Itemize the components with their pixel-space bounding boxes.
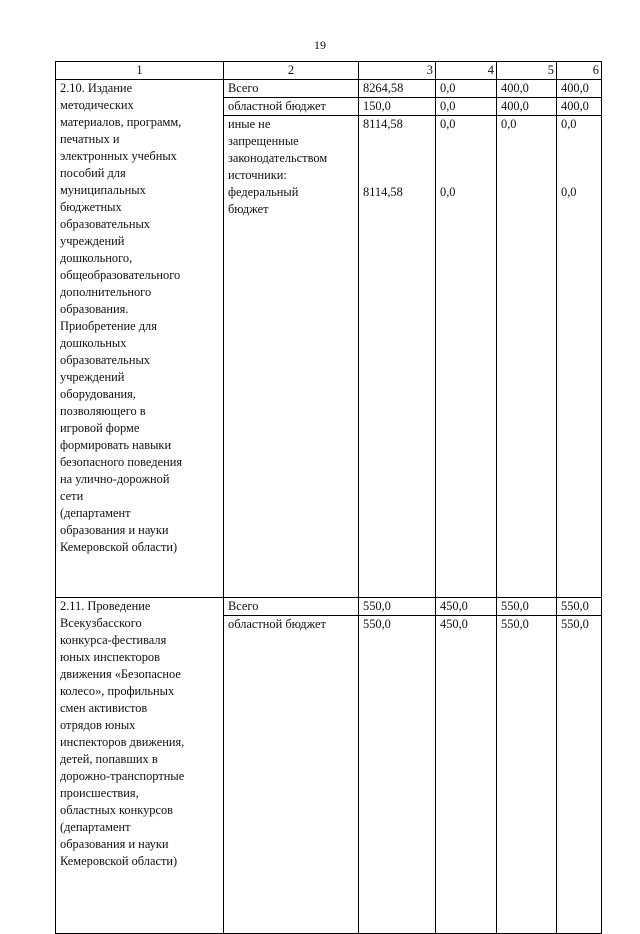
value-cell-group bbox=[359, 116, 436, 598]
header-cell-2: 2 bbox=[224, 62, 359, 80]
value-cell: 0,0 bbox=[501, 117, 517, 131]
header-cell-3: 3 bbox=[359, 62, 436, 80]
value-cell: 0,0 bbox=[436, 98, 497, 116]
value-cell: 400,0 bbox=[497, 80, 557, 98]
source-total: Всего bbox=[224, 598, 359, 616]
value-cell: 150,0 bbox=[359, 98, 436, 116]
source-other-group bbox=[224, 116, 359, 598]
value-cell: 0,0 bbox=[561, 117, 577, 131]
value-cell: 400,0 bbox=[557, 98, 602, 116]
table-header-row bbox=[56, 62, 602, 80]
value-cell-group bbox=[497, 116, 557, 598]
measure-title: 2.11. Проведение Всекузбасского конкурса-фестиваля юных инспекторов движения «Безопасное колесо», профильных смен активистов отрядов юных инспекторов движения, детей, попавших в дорожно-транспортные происшествия, областных конкурсов (департамент образования и науки Кемеровской области) bbox=[56, 598, 224, 934]
value-cell: 550,0 bbox=[497, 598, 557, 616]
table-row bbox=[56, 598, 602, 616]
source-regional: областной бюджет bbox=[224, 616, 359, 934]
value-cell: 400,0 bbox=[497, 98, 557, 116]
value-cell: 400,0 bbox=[557, 80, 602, 98]
header-cell-6: 6 bbox=[557, 62, 602, 80]
budget-table bbox=[55, 61, 602, 934]
value-cell: 0,0 bbox=[440, 117, 456, 131]
value-cell: 0,0 bbox=[561, 185, 577, 199]
header-cell-1: 1 bbox=[56, 62, 224, 80]
source-other: иные не запрещенные законодательством источники: bbox=[228, 117, 328, 182]
value-cell: 550,0 bbox=[557, 598, 602, 616]
measure-title: 2.10. Издание методических материалов, программ, печатных и электронных учебных пособий для муниципальных бюджетных образовательных учреждений дошкольного, общеобразовательного дополнительного образования. Приобретение для дошкольных образовательных учреждений оборудования, позволяющего в игровой форме формировать навыки безопасного поведения на улично-дорожной сети (департамент образования и науки Кемеровской области) bbox=[56, 80, 224, 598]
source-regional: областной бюджет bbox=[224, 98, 359, 116]
value-cell: 550,0 bbox=[557, 616, 602, 934]
value-cell: 550,0 bbox=[359, 598, 436, 616]
value-cell: 8264,58 bbox=[359, 80, 436, 98]
header-cell-5: 5 bbox=[497, 62, 557, 80]
value-cell: 450,0 bbox=[436, 598, 497, 616]
value-cell: 0,0 bbox=[440, 185, 456, 199]
table-row bbox=[56, 80, 602, 98]
header-cell-4: 4 bbox=[436, 62, 497, 80]
value-cell: 8114,58 bbox=[363, 117, 403, 131]
value-cell-group bbox=[557, 116, 602, 598]
source-federal: федеральный бюджет bbox=[228, 185, 299, 216]
value-cell: 0,0 bbox=[436, 80, 497, 98]
value-cell: 550,0 bbox=[497, 616, 557, 934]
value-cell-group bbox=[436, 116, 497, 598]
value-cell: 450,0 bbox=[436, 616, 497, 934]
value-cell: 550,0 bbox=[359, 616, 436, 934]
value-cell: 8114,58 bbox=[363, 185, 403, 199]
page-number: 19 bbox=[314, 38, 326, 52]
source-total: Всего bbox=[224, 80, 359, 98]
